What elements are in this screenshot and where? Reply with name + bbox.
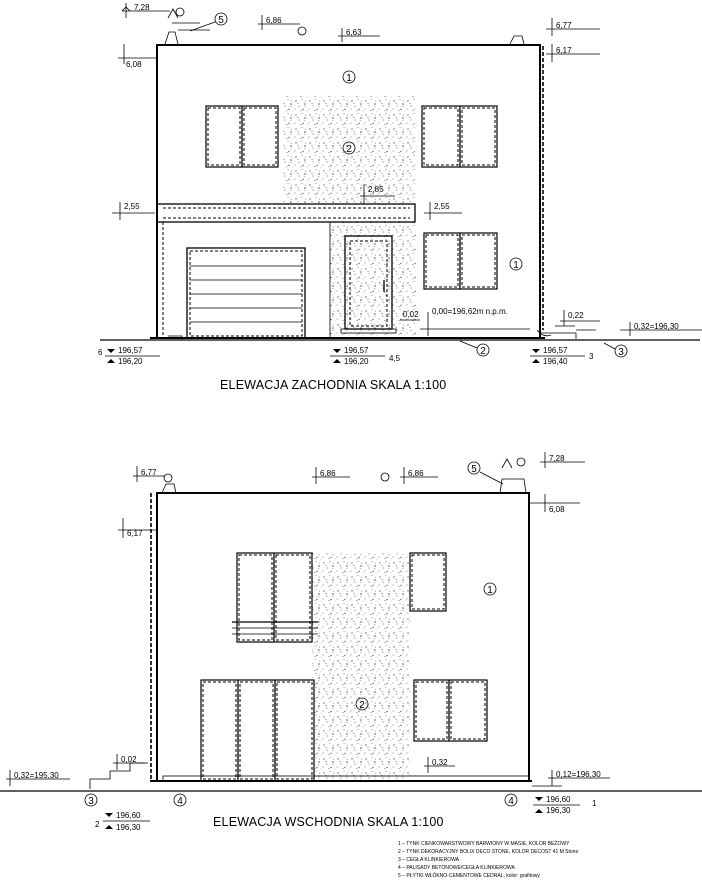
- svg-text:5: 5: [471, 464, 477, 475]
- west-elevation: [100, 8, 700, 340]
- west-lower-window: [424, 233, 497, 289]
- svg-text:196,60: 196,60: [546, 795, 571, 804]
- level-label: 0,22: [568, 311, 584, 320]
- level-label: 6,86: [408, 469, 424, 478]
- east-terrace-doors: [201, 680, 314, 781]
- svg-text:196,20: 196,20: [344, 357, 369, 366]
- west-chimney-left: [165, 32, 178, 44]
- west-stone-panel-lower: [330, 222, 416, 338]
- level-label: 6,77: [556, 21, 572, 30]
- svg-text:196,57: 196,57: [344, 346, 369, 355]
- level-label: 0,12=196,30: [556, 770, 601, 779]
- level-label: 6,77: [141, 468, 157, 477]
- material-marker: [85, 794, 97, 807]
- svg-text:2: 2: [359, 700, 365, 711]
- svg-text:2: 2: [95, 820, 100, 829]
- east-upper-window-right: [410, 553, 446, 611]
- svg-text:3: 3: [589, 352, 594, 361]
- level-label: 0,02: [121, 755, 137, 764]
- level-label: 6,17: [127, 529, 143, 538]
- material-marker: [484, 583, 496, 596]
- svg-text:196,40: 196,40: [543, 357, 568, 366]
- east-lower-window: [414, 680, 487, 741]
- ground-level-pair: [98, 346, 160, 366]
- west-upper-window-left: [206, 106, 278, 167]
- svg-text:2: 2: [480, 346, 486, 357]
- level-label: 0,32=195,30: [14, 771, 59, 780]
- material-marker: [510, 258, 522, 271]
- material-marker: [343, 71, 355, 84]
- ground-level-pair: [533, 795, 597, 815]
- svg-text:2: 2: [346, 144, 352, 155]
- material-marker: [190, 13, 227, 31]
- svg-text:196,30: 196,30: [546, 806, 571, 815]
- east-stairs: [90, 763, 148, 789]
- west-garage-door: [187, 248, 305, 338]
- legend-item: 3 – CEGŁA KLINKIEROWA: [398, 857, 459, 863]
- svg-text:1: 1: [513, 260, 519, 271]
- svg-text:1: 1: [346, 73, 352, 84]
- level-label: 6,86: [266, 16, 282, 25]
- level-label: 6,08: [126, 60, 142, 69]
- east-elevation: [0, 458, 702, 791]
- svg-text:1: 1: [592, 799, 597, 808]
- material-marker: [174, 794, 186, 807]
- level-label: 2,55: [124, 202, 140, 211]
- material-marker: [460, 341, 489, 357]
- svg-text:196,57: 196,57: [543, 346, 568, 355]
- material-marker: [468, 462, 503, 484]
- material-marker: [604, 343, 627, 358]
- west-upper-window-right: [422, 106, 497, 167]
- east-chimney: [500, 479, 526, 493]
- ground-level-pair: [330, 346, 401, 366]
- level-label: 0,02: [403, 310, 419, 319]
- legend-item: 2 – TYNK DEKORACYJNY BOLIX DECO STONE, KOLOR DECOST 41 M Stone: [398, 849, 579, 855]
- legend-item: 5 – PŁYTKI WŁÓKNO-CEMENTOWE CEDRAL, kolor: grafitowy: [398, 873, 540, 879]
- materials-legend: [398, 840, 578, 879]
- east-roof-vent: [381, 473, 389, 481]
- svg-text:3: 3: [88, 796, 94, 807]
- svg-text:196,60: 196,60: [116, 811, 141, 820]
- svg-text:4,5: 4,5: [389, 354, 401, 363]
- svg-text:196,20: 196,20: [118, 357, 143, 366]
- level-label: 2,55: [434, 202, 450, 211]
- svg-text:4: 4: [508, 796, 514, 807]
- svg-text:4: 4: [177, 796, 183, 807]
- ground-level-pair: [95, 811, 150, 832]
- level-label: 2,85: [368, 185, 384, 194]
- svg-text:3: 3: [618, 347, 624, 358]
- level-label: 0,32=196,30: [634, 322, 679, 331]
- svg-text:1: 1: [487, 585, 493, 596]
- east-stone-panel: [312, 553, 410, 781]
- legend-item: 1 – TYNK CIENKOWARSTWOWY BARWIONY W MASIE, KOLOR BEŻOWY: [398, 841, 570, 847]
- west-elevation-title: ELEWACJA ZACHODNIA SKALA 1:100: [220, 378, 447, 392]
- level-label: 7,28: [134, 3, 150, 12]
- level-label: 6,63: [346, 28, 362, 37]
- level-label: 6,08: [549, 505, 565, 514]
- level-label: 6,86: [320, 469, 336, 478]
- svg-text:196,57: 196,57: [118, 346, 143, 355]
- svg-text:5: 5: [218, 15, 224, 26]
- material-marker: [505, 794, 517, 807]
- legend-item: 4 – PALISADY BETONOWE/CEGŁA KLINKIEROWA: [398, 865, 515, 871]
- ground-level-pair: [530, 346, 594, 366]
- level-label: 6,17: [556, 46, 572, 55]
- west-canopy-band: [157, 204, 415, 222]
- east-upper-window-left: [232, 553, 318, 642]
- level-label: 7,28: [549, 454, 565, 463]
- east-elevation-title: ELEWACJA WSCHODNIA SKALA 1:100: [213, 815, 444, 829]
- level-label: 0,32: [432, 758, 448, 767]
- west-roof-vent: [298, 27, 306, 35]
- svg-text:6: 6: [98, 348, 103, 357]
- level-label: 0,00=196,62m n.p.m.: [432, 307, 508, 316]
- svg-text:196,30: 196,30: [116, 823, 141, 832]
